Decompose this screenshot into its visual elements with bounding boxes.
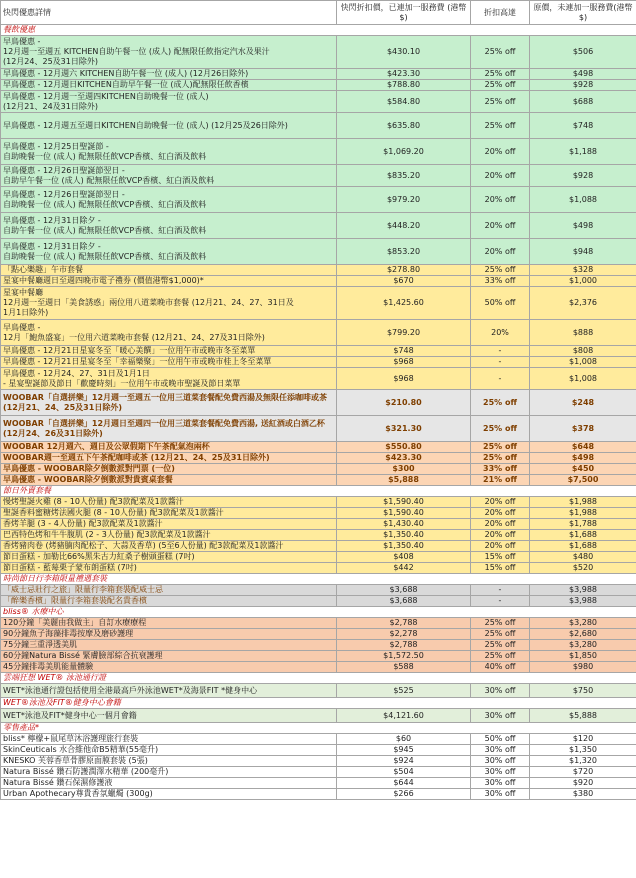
deal-description: 香烤羊腿 (3 - 4人份量) 配3款配菜及1款醬汁 [1, 519, 337, 530]
original-price: $808 [530, 346, 636, 357]
original-price: $380 [530, 789, 636, 800]
flash-price: $1,069.20 [337, 139, 471, 165]
deal-description: 75分鐘三重淨透美肌 [1, 640, 337, 651]
discount: 20% off [471, 508, 530, 519]
deal-description: 早鳥優惠 - 12月26日聖誕節翌日 - 自助早午餐一位 (成人) 配無限任飲VCP香檳、紅白酒及飲料 [1, 165, 337, 187]
flash-price: $979.20 [337, 187, 471, 213]
deal-row [1, 442, 636, 453]
original-price: $928 [530, 80, 636, 91]
deal-description: 節日蛋糕 - 藍莓栗子蒙布朗蛋糕 (7吋) [1, 563, 337, 574]
deal-description: WET*泳池通行證包括使用全港最高戶外泳池WET*及海景FIT *健身中心 [1, 684, 337, 698]
deal-row [1, 508, 636, 519]
deal-description: 慢烤聖誕火雞 (8 - 10人份量) 配3款配菜及1款醬汁 [1, 497, 337, 508]
deal-row [1, 585, 636, 596]
discount: 25% off [471, 618, 530, 629]
original-price: $1,008 [530, 368, 636, 390]
deal-row [1, 287, 636, 320]
discount: - [471, 585, 530, 596]
original-price: $5,888 [530, 709, 636, 723]
original-price: $1,688 [530, 530, 636, 541]
original-price: $928 [530, 165, 636, 187]
discount: 25% off [471, 91, 530, 113]
discount: 21% off [471, 475, 530, 486]
deal-description: Natura Bissé 鑽石防護潤澤水精華 (200毫升) [1, 767, 337, 778]
original-price: $1,008 [530, 357, 636, 368]
deal-row [1, 552, 636, 563]
discount: 30% off [471, 684, 530, 698]
discount: 25% off [471, 69, 530, 80]
discount: 15% off [471, 552, 530, 563]
original-price: $1,350 [530, 745, 636, 756]
deal-row [1, 734, 636, 745]
deal-row [1, 390, 636, 416]
section-title: 雲端狂想 WET® 泳池通行證 [1, 673, 636, 684]
discount: 25% off [471, 113, 530, 139]
original-price: $498 [530, 453, 636, 464]
header-original-price: 原價，未連加一服務費(港幣$) [530, 1, 636, 25]
flash-price: $448.20 [337, 213, 471, 239]
flash-price: $321.30 [337, 416, 471, 442]
original-price: $1,788 [530, 519, 636, 530]
deal-description: WET*泳池及FIT*健身中心一個月會籍 [1, 709, 337, 723]
deal-description: Urban Apothecary尊貴香氛蠟燭 (300g) [1, 789, 337, 800]
discount: 25% off [471, 390, 530, 416]
discount: 30% off [471, 709, 530, 723]
deal-row [1, 530, 636, 541]
flash-price: $670 [337, 276, 471, 287]
deal-description: 早鳥優惠 - 12月25日聖誕節 - 自助晚餐一位 (成人) 配無限任飲VCP香檳、紅白酒及飲料 [1, 139, 337, 165]
deal-description: WOOBAR 12月週六、週日及公眾假期下午茶配氣泡兩杯 [1, 442, 337, 453]
discount: 30% off [471, 756, 530, 767]
section-header-row [1, 607, 636, 618]
section-header-row [1, 574, 636, 585]
deal-row [1, 497, 636, 508]
section-title: 時尚節日行李箱限量禮遇套裝 [1, 574, 636, 585]
deal-row [1, 596, 636, 607]
deal-description: WOOBAR週一至週五下午茶配咖啡或茶 (12月21、24、25及31日除外) [1, 453, 337, 464]
original-price: $3,280 [530, 640, 636, 651]
flash-price: $504 [337, 767, 471, 778]
deal-row [1, 662, 636, 673]
flash-price: $799.20 [337, 320, 471, 346]
original-price: $120 [530, 734, 636, 745]
original-price: $520 [530, 563, 636, 574]
original-price: $450 [530, 464, 636, 475]
flash-price: $853.20 [337, 239, 471, 265]
deal-row [1, 453, 636, 464]
original-price: $1,320 [530, 756, 636, 767]
discount: 20% off [471, 497, 530, 508]
discount: 20% off [471, 530, 530, 541]
flash-price: $788.80 [337, 80, 471, 91]
original-price: $328 [530, 265, 636, 276]
original-price: $720 [530, 767, 636, 778]
section-title: 零售產品* [1, 723, 636, 734]
deal-description: 120分鐘「美麗由我做主」自訂水療療程 [1, 618, 337, 629]
original-price: $688 [530, 91, 636, 113]
deal-description: 早鳥優惠 - WOOBAR除夕倒數派對貴賓桌套餐 [1, 475, 337, 486]
discount: 25% off [471, 453, 530, 464]
deal-row [1, 519, 636, 530]
discount: 30% off [471, 767, 530, 778]
deal-description: 早鳥優惠 - 12月「鮑魚盛宴」一位用六道菜晚市套餐 (12月21、24、27及31日除外) [1, 320, 337, 346]
deal-description: bliss* 檸檬+鼠尾草沐浴護理旅行套裝 [1, 734, 337, 745]
section-title: WET®泳池及FIT®健身中心會籍 [1, 698, 636, 709]
header-row [1, 1, 636, 25]
deal-row [1, 789, 636, 800]
original-price: $378 [530, 416, 636, 442]
flash-price: $588 [337, 662, 471, 673]
original-price: $3,988 [530, 596, 636, 607]
flash-price: $644 [337, 778, 471, 789]
header-details: 快閃優惠詳情 [1, 1, 337, 25]
deal-description: 早鳥優惠 - 12月24、27、31日及1月1日 - 星宴聖誕節及節日「歡慶時刻」一位用午市或晚市聖誕及節日菜單 [1, 368, 337, 390]
section-title: 餐飲優惠 [1, 25, 636, 36]
deal-description: 早鳥優惠 - 12月週一至週五 KITCHEN自助午餐一位 (成人) 配無限任飲指定汽水及果汁 (12月24、25及31日除外) [1, 36, 337, 69]
deal-row [1, 265, 636, 276]
flash-price: $584.80 [337, 91, 471, 113]
deal-row [1, 778, 636, 789]
original-price: $648 [530, 442, 636, 453]
deal-description: 早鳥優惠 - 12月21日星宴冬至「幸福樂聚」一位用午市或晚市桂上冬至菜單 [1, 357, 337, 368]
original-price: $7,500 [530, 475, 636, 486]
deal-row [1, 139, 636, 165]
original-price: $248 [530, 390, 636, 416]
flash-price: $5,888 [337, 475, 471, 486]
section-title: 節日外賣套餐 [1, 486, 636, 497]
deal-description: 早鳥優惠 - 12月週一至週四KITCHEN自助晚餐一位 (成人) (12月21、24及31日除外) [1, 91, 337, 113]
deal-row [1, 165, 636, 187]
deal-description: 90分鐘魚子海藻排毒按摩及磨砂護理 [1, 629, 337, 640]
flash-price: $408 [337, 552, 471, 563]
flash-price: $210.80 [337, 390, 471, 416]
deal-row [1, 629, 636, 640]
discount: 20% [471, 320, 530, 346]
flash-price: $1,350.40 [337, 541, 471, 552]
deal-description: 「點心樂趣」午市套餐 [1, 265, 337, 276]
discount: 25% off [471, 36, 530, 69]
original-price: $498 [530, 69, 636, 80]
discount: 25% off [471, 442, 530, 453]
deal-description: 早鳥優惠 - 12月31日除夕 - 自助午餐一位 (成人) 配無限任飲VCP香檳、紅白酒及飲料 [1, 213, 337, 239]
flash-price: $1,590.40 [337, 497, 471, 508]
discount: - [471, 596, 530, 607]
flash-price: $3,688 [337, 585, 471, 596]
deal-description: 星宴中餐廳週日至週四晚市電子禮券 (價值港幣$1,000)* [1, 276, 337, 287]
header-flash-price: 快閃折扣價，已連加一服務費 (港幣$) [337, 1, 471, 25]
flash-price: $1,425.60 [337, 287, 471, 320]
discount: 25% off [471, 651, 530, 662]
discount: 33% off [471, 464, 530, 475]
deal-row [1, 239, 636, 265]
deal-row [1, 756, 636, 767]
flash-price: $423.30 [337, 453, 471, 464]
discount: 50% off [471, 287, 530, 320]
deal-row [1, 276, 636, 287]
header-discount: 折扣高達 [471, 1, 530, 25]
flash-price: $3,688 [337, 596, 471, 607]
discount: 20% off [471, 139, 530, 165]
flash-price: $1,350.40 [337, 530, 471, 541]
flash-price: $278.80 [337, 265, 471, 276]
deal-row [1, 640, 636, 651]
flash-price: $266 [337, 789, 471, 800]
original-price: $2,376 [530, 287, 636, 320]
discount: 25% off [471, 265, 530, 276]
original-price: $3,280 [530, 618, 636, 629]
discount: 20% off [471, 519, 530, 530]
deal-description: 香烤豬肉卷 (烤豬腩肉配松子、大蒜及香草) (5至6人份量) 配3款配菜及1款醬汁 [1, 541, 337, 552]
flash-price: $924 [337, 756, 471, 767]
original-price: $920 [530, 778, 636, 789]
discount: 50% off [471, 734, 530, 745]
section-title: bliss® 水療中心 [1, 607, 636, 618]
deal-row [1, 651, 636, 662]
discount: 20% off [471, 541, 530, 552]
original-price: $498 [530, 213, 636, 239]
original-price: $1,188 [530, 139, 636, 165]
section-header-row [1, 723, 636, 734]
original-price: $748 [530, 113, 636, 139]
flash-price: $968 [337, 357, 471, 368]
original-price: $506 [530, 36, 636, 69]
original-price: $948 [530, 239, 636, 265]
discount: 20% off [471, 213, 530, 239]
section-header-row [1, 25, 636, 36]
original-price: $480 [530, 552, 636, 563]
deal-row [1, 346, 636, 357]
deal-row [1, 91, 636, 113]
deal-description: 聖誕香料蜜糖烤法國火腿 (8 - 10人份量) 配3款配菜及1款醬汁 [1, 508, 337, 519]
discount: 20% off [471, 165, 530, 187]
flash-price: $968 [337, 368, 471, 390]
flash-price: $423.30 [337, 69, 471, 80]
flash-price: $1,590.40 [337, 508, 471, 519]
discount: 15% off [471, 563, 530, 574]
deal-row [1, 113, 636, 139]
deal-description: 60分鐘Natura Bissé 緊膚臉部綜合抗衰護理 [1, 651, 337, 662]
deal-description: 巴西特色烤和牛牛腹肌 (2 - 3人份量) 配3款配菜及1款醬汁 [1, 530, 337, 541]
deal-description: 節日蛋糕 - 加勒比66%黑朱古力紅桑子樹頭蛋糕 (7吋) [1, 552, 337, 563]
original-price: $1,988 [530, 497, 636, 508]
deal-row [1, 709, 636, 723]
deal-description: 早鳥優惠 - 12月31日除夕 - 自助晚餐一位 (成人) 配無限任飲VCP香檳、紅白酒及飲料 [1, 239, 337, 265]
discount: 25% off [471, 80, 530, 91]
original-price: $1,088 [530, 187, 636, 213]
deal-description: 45分鐘排毒美肌能量體驗 [1, 662, 337, 673]
deal-description: KNESKO 芙蓉香草骨膠原面膜套裝 (5張) [1, 756, 337, 767]
original-price: $980 [530, 662, 636, 673]
deal-row [1, 541, 636, 552]
deal-description: 早鳥優惠 - 12月週六 KITCHEN自助午餐一位 (成人) (12月26日除外) [1, 69, 337, 80]
deal-description: Natura Bissé 鑽石保濕修護液 [1, 778, 337, 789]
flash-price: $2,278 [337, 629, 471, 640]
deal-row [1, 320, 636, 346]
original-price: $1,988 [530, 508, 636, 519]
flash-price: $525 [337, 684, 471, 698]
discount: 30% off [471, 745, 530, 756]
flash-price: $442 [337, 563, 471, 574]
deal-row [1, 684, 636, 698]
deal-row [1, 745, 636, 756]
flash-price: $4,121.60 [337, 709, 471, 723]
deal-row [1, 618, 636, 629]
deal-description: 早鳥優惠 - 12月週五至週日KITCHEN自助晚餐一位 (成人) (12月25及26日除外) [1, 113, 337, 139]
flash-price: $430.10 [337, 36, 471, 69]
original-price: $1,688 [530, 541, 636, 552]
flash-price: $2,788 [337, 640, 471, 651]
flash-price: $550.80 [337, 442, 471, 453]
deal-description: SkinCeuticals 水合維他命B5精華(55毫升) [1, 745, 337, 756]
discount: 30% off [471, 778, 530, 789]
deal-description: 早鳥優惠 - 12月21日星宴冬至「暖心美饌」一位用午市或晚市冬至菜單 [1, 346, 337, 357]
flash-price: $60 [337, 734, 471, 745]
deal-description: 早鳥優惠 - 12月26日聖誕節翌日 - 自助晚餐一位 (成人) 配無限任飲VCP香檳、紅白酒及飲料 [1, 187, 337, 213]
deal-description: 早鳥優惠 - WOOBAR除夕倒數派對門票 (一位) [1, 464, 337, 475]
discount: 30% off [471, 789, 530, 800]
flash-price: $635.80 [337, 113, 471, 139]
deal-row [1, 69, 636, 80]
original-price: $1,000 [530, 276, 636, 287]
original-price: $3,988 [530, 585, 636, 596]
deal-description: WOOBAR「自選拼樂」12月週一至週五一位用三道菜套餐配免費西湯及無限任添咖啡或茶 (12月21、24、25及31日除外) [1, 390, 337, 416]
discount: - [471, 346, 530, 357]
discount: - [471, 368, 530, 390]
section-header-row [1, 698, 636, 709]
deal-row [1, 80, 636, 91]
original-price: $888 [530, 320, 636, 346]
discount: 40% off [471, 662, 530, 673]
deal-row [1, 475, 636, 486]
flash-price: $300 [337, 464, 471, 475]
discount: 25% off [471, 640, 530, 651]
discount: 33% off [471, 276, 530, 287]
deal-row [1, 767, 636, 778]
deal-row [1, 368, 636, 390]
deal-description: 「醉樂香檳」限量行李箱套裝配名貴香檳 [1, 596, 337, 607]
discount: 20% off [471, 187, 530, 213]
flash-price: $835.20 [337, 165, 471, 187]
deal-row [1, 416, 636, 442]
section-header-row [1, 486, 636, 497]
original-price: $750 [530, 684, 636, 698]
deal-description: WOOBAR「自選拼樂」12月週日至週四一位用三道菜套餐配免費西湯, 送紅酒或白酒乙杯 (12月24、26及31日除外) [1, 416, 337, 442]
section-header-row [1, 673, 636, 684]
deal-row [1, 357, 636, 368]
flash-price: $1,572.50 [337, 651, 471, 662]
deal-row [1, 187, 636, 213]
flash-price: $945 [337, 745, 471, 756]
flash-price: $1,430.40 [337, 519, 471, 530]
deal-description: 「威士忌壯行之旅」限量行李箱套裝配威士忌 [1, 585, 337, 596]
original-price: $2,680 [530, 629, 636, 640]
discount: 25% off [471, 629, 530, 640]
flash-price: $748 [337, 346, 471, 357]
discount: 20% off [471, 239, 530, 265]
deal-row [1, 563, 636, 574]
deal-description: 星宴中餐廳 12月週一至週日「美食誘惑」兩位用八道菜晚市套餐 (12月21、24、27、31日及 1月1日除外) [1, 287, 337, 320]
deal-row [1, 36, 636, 69]
flash-price: $2,788 [337, 618, 471, 629]
discount: 25% off [471, 416, 530, 442]
discount: - [471, 357, 530, 368]
original-price: $1,850 [530, 651, 636, 662]
deal-row [1, 213, 636, 239]
deal-description: 早鳥優惠 - 12月週日KITCHEN自助早午餐一位 (成人)配無限任飲香檳 [1, 80, 337, 91]
deal-row [1, 464, 636, 475]
